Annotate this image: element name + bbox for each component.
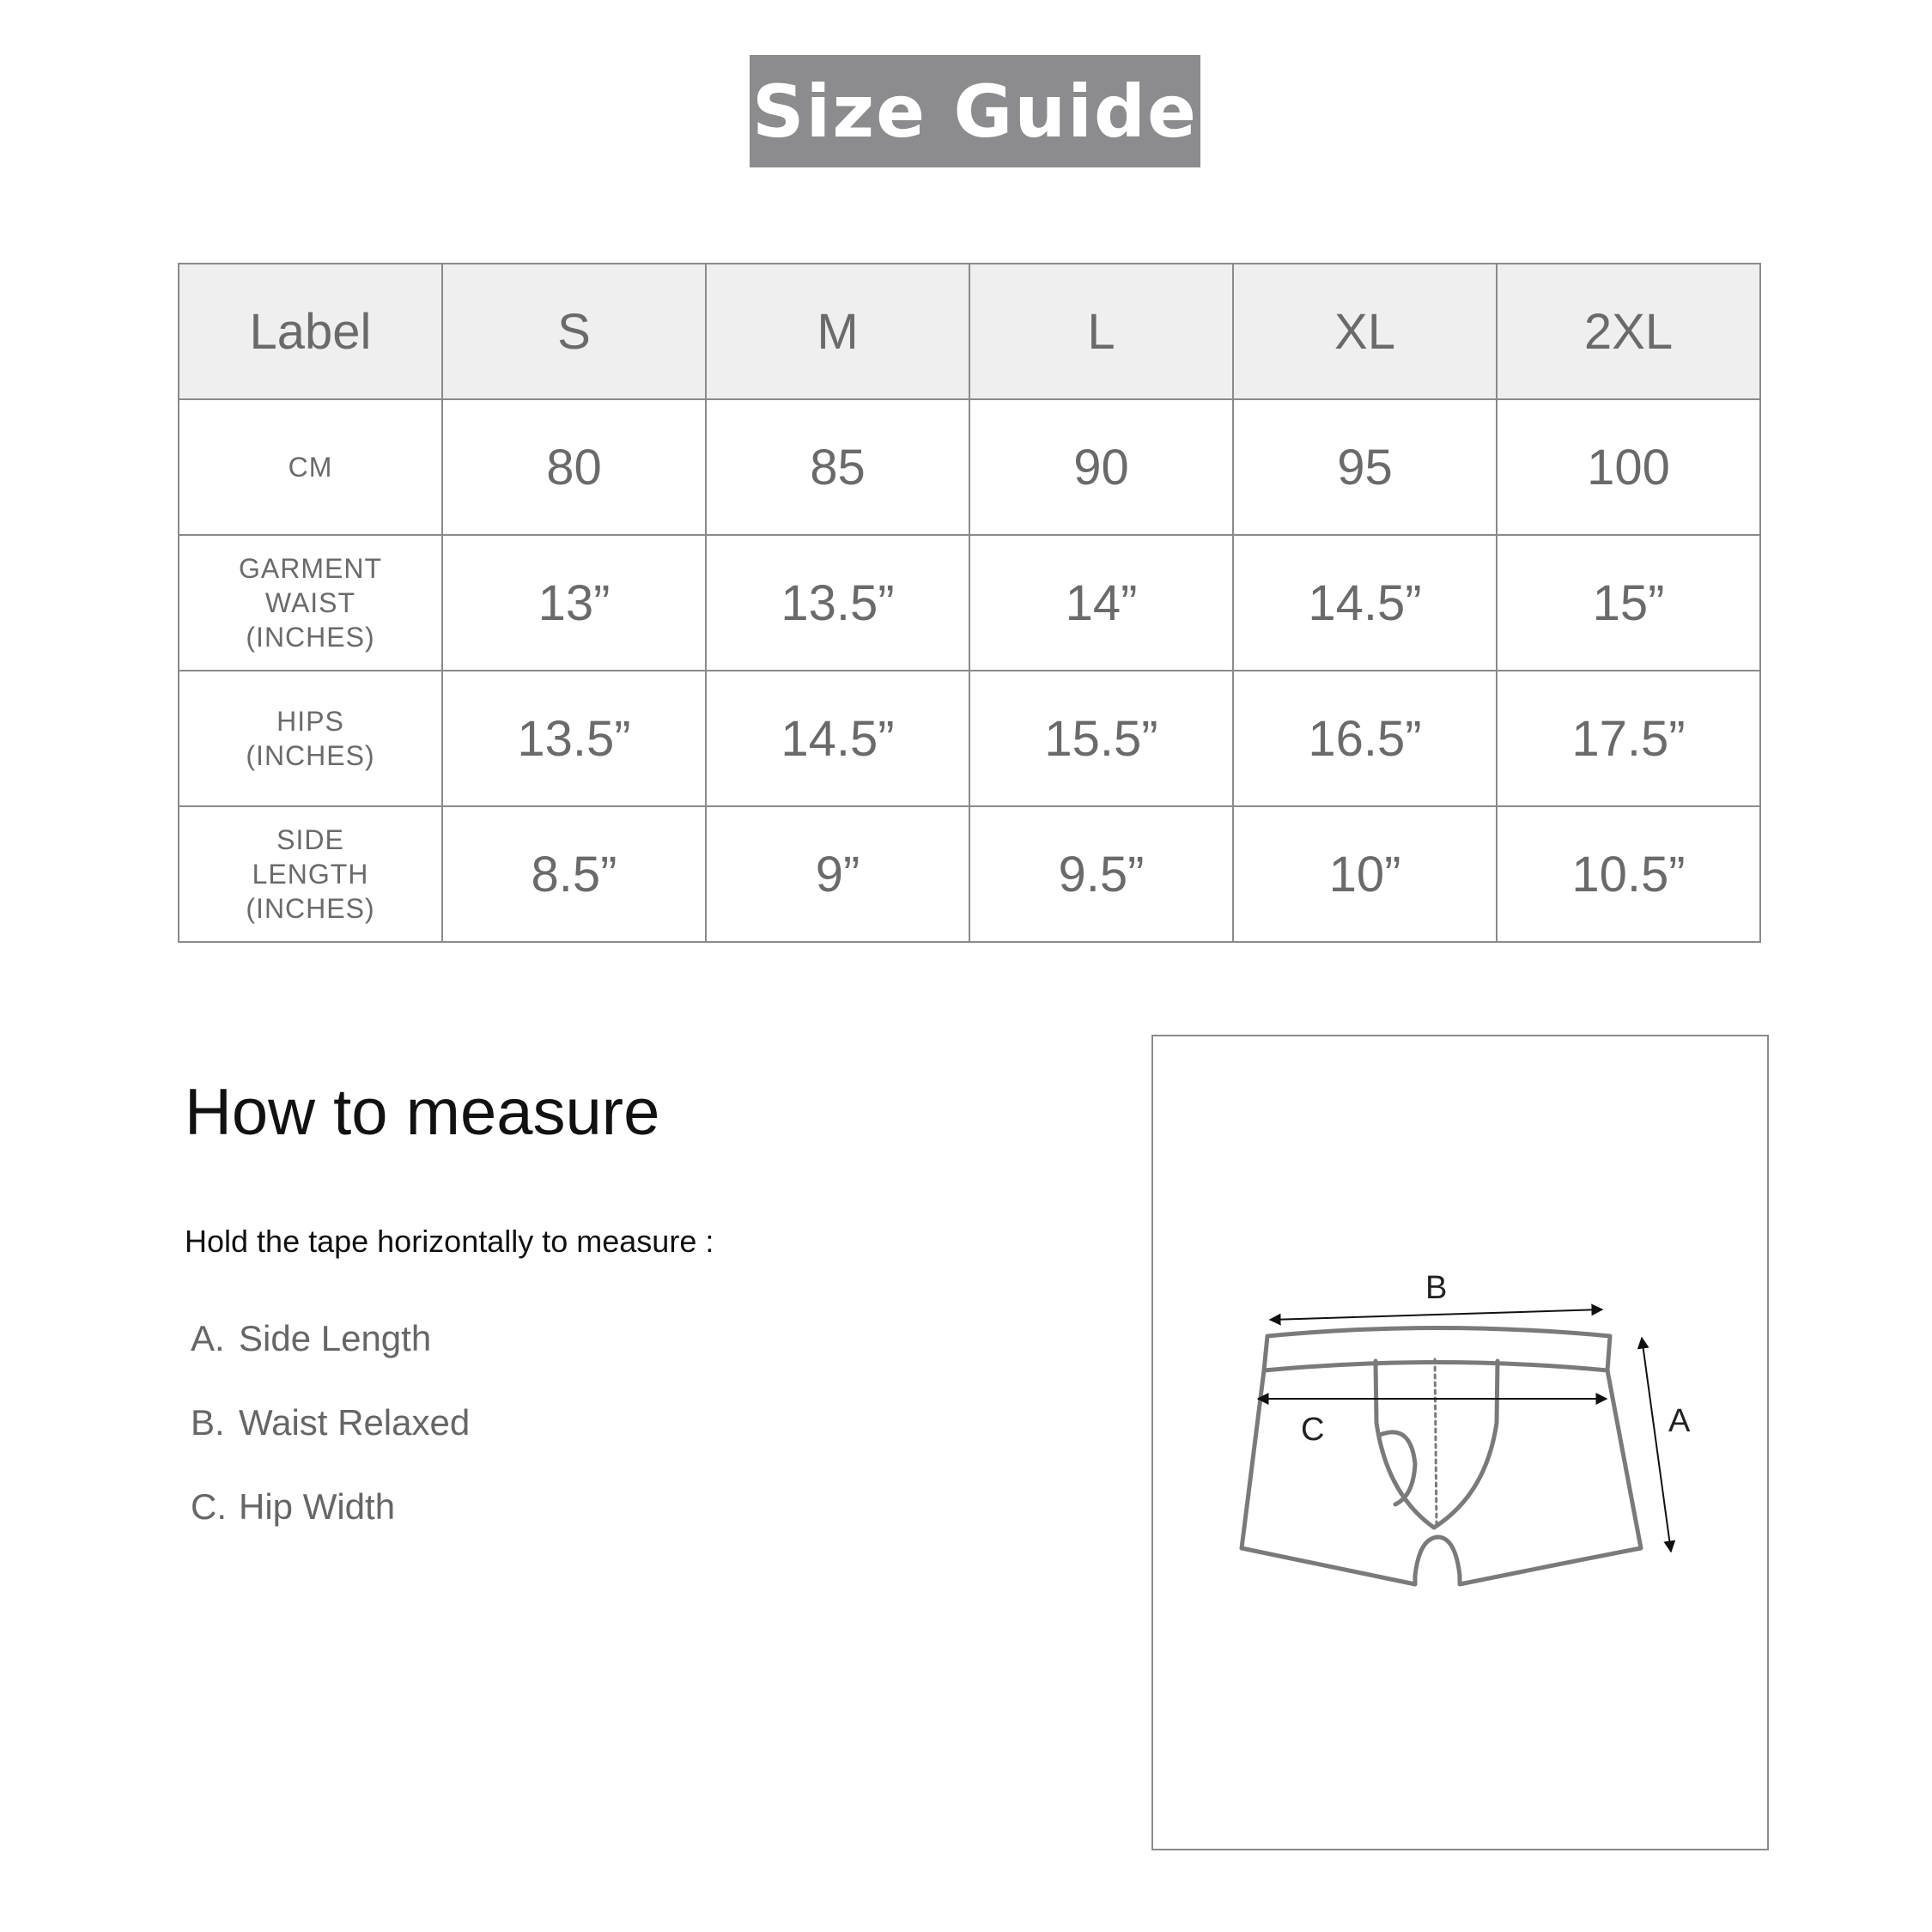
value-cell: 9” [706, 806, 969, 942]
arrow-a [1642, 1338, 1671, 1552]
size-table [178, 263, 1761, 943]
size-guide-title-banner [750, 55, 1200, 167]
value-cell: 100 [1497, 399, 1760, 535]
row-label-line: (INCHES) [246, 622, 375, 653]
row-label-line: (INCHES) [246, 893, 375, 924]
table-row [179, 399, 1760, 535]
table-row [179, 671, 1760, 806]
value-cell: 14.5” [706, 671, 969, 806]
value-cell: 14” [969, 535, 1233, 671]
value-cell: 95 [1233, 399, 1497, 535]
header-cell: XL [1233, 264, 1497, 399]
arrow-b [1270, 1309, 1602, 1320]
list-item [191, 1402, 471, 1489]
header-cell: L [969, 264, 1233, 399]
row-label-line: SIDE [276, 824, 344, 855]
row-label-line: GARMENT [239, 553, 382, 584]
row-label-line: WAIST [264, 587, 356, 618]
page-title: Size Guide [751, 69, 1199, 154]
step-text: Waist Relaxed [239, 1402, 471, 1443]
row-label-cell [179, 535, 442, 671]
label-b: B [1425, 1270, 1448, 1306]
value-cell: 90 [969, 399, 1233, 535]
row-label-cell [179, 671, 442, 806]
value-cell: 8.5” [442, 806, 706, 942]
how-to-measure-heading: How to measure [185, 1076, 660, 1149]
measure-steps-list [191, 1318, 471, 1573]
value-cell: 14.5” [1233, 535, 1497, 671]
step-text: Side Length [239, 1318, 432, 1358]
row-label-line: CM [288, 452, 333, 483]
value-cell: 10” [1233, 806, 1497, 942]
label-a: A [1668, 1403, 1691, 1439]
value-cell: 15” [1497, 535, 1760, 671]
value-cell: 13.5” [442, 671, 706, 806]
measurement-diagram-frame [1151, 1035, 1769, 1850]
value-cell: 10.5” [1497, 806, 1760, 942]
list-item [191, 1486, 470, 1573]
value-cell: 17.5” [1497, 671, 1760, 806]
value-cell: 13” [442, 535, 706, 671]
row-label-line: (INCHES) [246, 740, 375, 771]
header-cell: Label [179, 264, 442, 399]
garment-outline [1242, 1328, 1641, 1585]
header-cell: 2XL [1497, 264, 1760, 399]
value-cell: 9.5” [969, 806, 1233, 942]
list-item [191, 1318, 470, 1405]
value-cell: 16.5” [1233, 671, 1497, 806]
table-row [179, 806, 1760, 942]
boxer-brief-outline-icon [1153, 1036, 1771, 1852]
table-header-row [179, 264, 1760, 399]
table-row [179, 535, 1760, 671]
step-letter: B. [191, 1402, 225, 1443]
value-cell: 15.5” [969, 671, 1233, 806]
header-cell: S [442, 264, 706, 399]
step-letter: C. [191, 1486, 227, 1527]
row-label-line: HIPS [276, 706, 344, 737]
value-cell: 85 [706, 399, 969, 535]
value-cell: 80 [442, 399, 706, 535]
step-letter: A. [191, 1318, 225, 1358]
label-c: C [1301, 1412, 1325, 1448]
step-text: Hip Width [239, 1486, 396, 1527]
measure-instruction: Hold the tape horizontally to measure : [185, 1224, 714, 1259]
row-label-line: LENGTH [252, 859, 369, 890]
value-cell: 13.5” [706, 535, 969, 671]
row-label-cell [179, 806, 442, 942]
header-cell: M [706, 264, 969, 399]
row-label-cell [179, 399, 442, 535]
